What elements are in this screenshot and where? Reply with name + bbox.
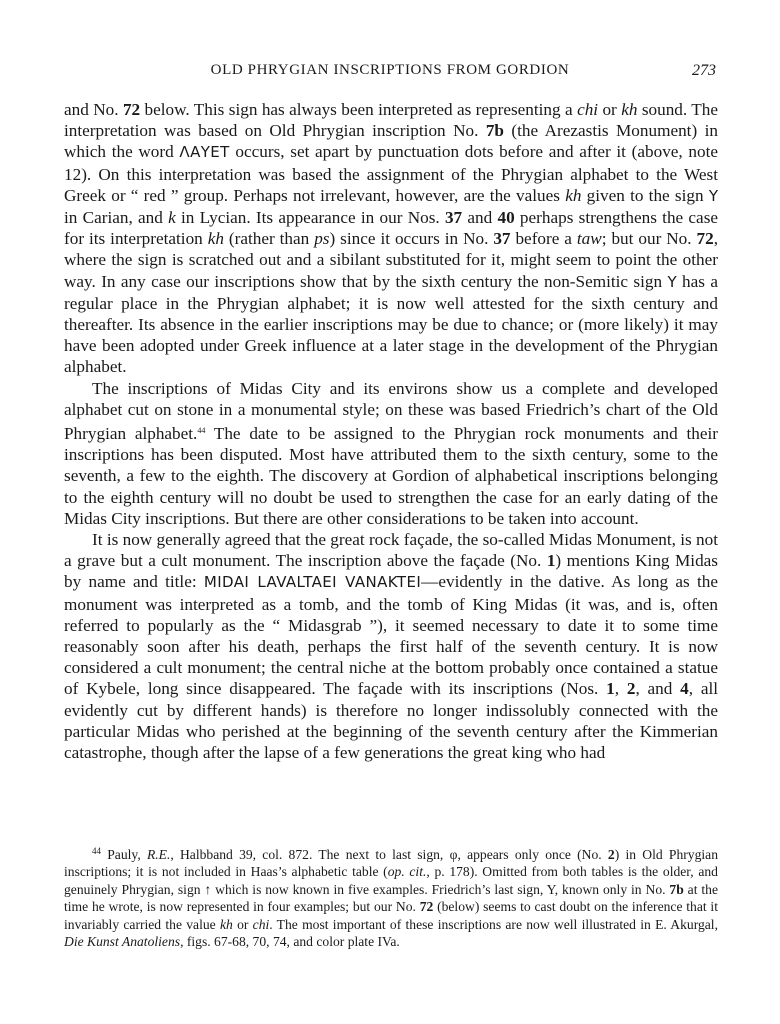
page-header <box>64 62 716 86</box>
phi-sign: φ <box>449 847 458 862</box>
main-text <box>64 99 718 763</box>
arrow-sign: ↑ <box>204 881 212 897</box>
phrygian-sign: Y <box>667 272 677 291</box>
page-number: 273 <box>692 62 716 79</box>
running-title: OLD PHRYGIAN INSCRIPTIONS FROM GORDION <box>210 62 570 78</box>
footnote-number: 44 <box>92 846 101 856</box>
paragraph-2: The inscriptions of Midas City and its environs show us a complete and developed alphabet cut on stone in a monumental style; on these was based Friedrich’s chart of the Old Phrygian alphabet.$^{44}$ The date to be assigned to the Phrygian rock monuments and their inscriptions has been disputed. Most have attributed them to the sixth century, some to the seventh, a few to the eighth. The discovery at Gordion of alphabetical inscriptions belonging to the eighth century will no doubt be used to strengthen the case for an early dating of the Midas City inscriptions. But there are other considerations to be taken into account. <box>64 378 718 528</box>
y-sign: Y <box>546 881 555 897</box>
phrygian-word: ΛΑΥΕΤ <box>179 143 230 162</box>
phrygian-sign: Y <box>708 186 718 205</box>
inscription-text: MIDAI LAVALTAEI VANAKTEI <box>203 573 422 592</box>
footnote-44 <box>64 843 718 950</box>
paragraph-3: It is now generally agreed that the great rock façade, the so-called Midas Monument, is not a grave but a cult monument. The inscription above the façade (No. 1) mentions King Midas by name and title: MIDAI LAVALTAEI VANAKTEI—evidently in the dative. As long as the monument was interpreted as a tomb, and the tomb of King Midas (it was, and is, often referred to popularly as the “ Midasgrab ”), it seemed necessary to date it to some time reasonably soon after his death, perhaps the first half of the seventh century. It is now considered a cult monument; the central niche at the bottom probably once contained a statue of Kybele, long since disappeared. The façade with its inscriptions (Nos. 1, 2, and 4, all evidently cut by different hands) is therefore no longer indissolubly connected with the particular Midas who perished at the beginning of the seventh century after the Kimmerian catastrophe, though after the lapse of a few generations the great king who had <box>64 530 719 763</box>
paragraph-1: and No. 72 below. This sign has always been interpreted as representing a chi or kh sound. The interpretation was based on Old Phrygian inscription No. 7b (the Arezastis Monument) in which the word ΛΑΥΕΤ occurs, set apart by punctuation dots before and after it (above, note 12). On this interpretation was based the assignment of the Phrygian alphabet to the West Greek or “ red ” group. Perhaps not irrelevant, however, are the values kh given to the sign Y in Carian, and k in Lycian. Its appearance in our Nos. 37 and 40 perhaps strengthens the case for its interpretation kh (rather than ps) since it occurs in No. 37 before a taw; but our No. 72, where the sign is scratched out and a sibilant substituted for it, might seem to point the other way. In any case our inscriptions show that by the sixth century the non-Semitic sign Y has a regular place in the Phrygian alphabet; it is now well attested for the sixth century and thereafter. Its absence in the earlier inscriptions may be due to chance; or (more likely) it may have been adopted under Greek influence at a later stage in the development of the Phrygian alphabet. <box>64 100 719 377</box>
footnote-reference: 44 <box>197 426 206 436</box>
footnote-text: $^{44}$ Pauly, R.E., Halbband 39, col. 872. The next to last sign, φ, appears only once (No. 2) in Old Phrygian inscriptions; it is not included in Haas’s alphabetic table (op. cit., p. 178). Omitted from both tables is the older, and genuinely Phrygian, sign ↑ which is now known in five examples. Friedrich’s last sign, Y, known only in No. 7b at the time he wrote, is now represented in four examples; but our No. 72 (below) seems to cast doubt on the inference that it invariably carried the value kh or chi. The most important of these inscriptions are now well illustrated in E. Akurgal, Die Kunst Anatoliens, figs. 67-68, 70, 74, and color plate IVa. <box>64 846 719 950</box>
